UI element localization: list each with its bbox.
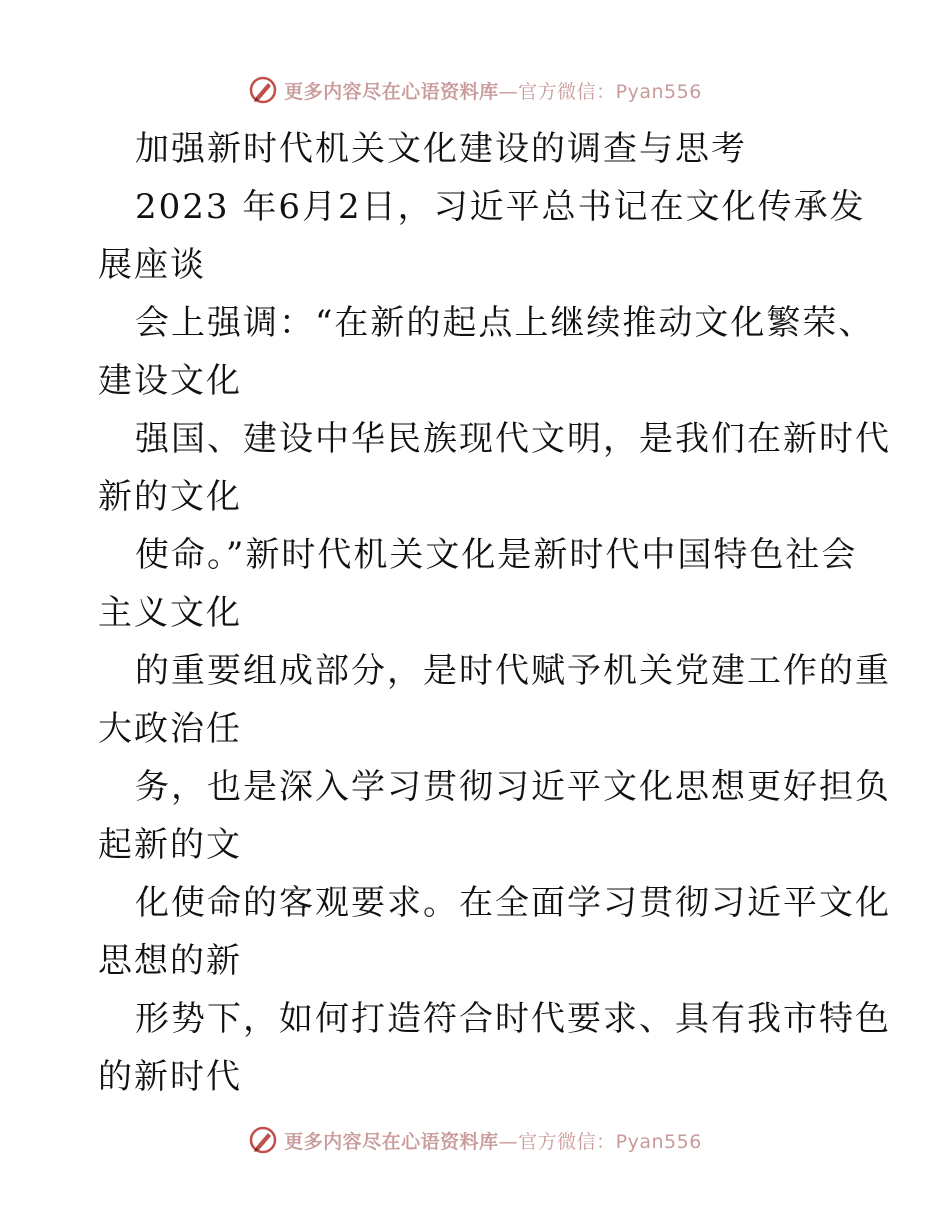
watermark-main-text: 更多内容尽在心语资料库 <box>284 1130 499 1153</box>
paragraph-line: 形势下，如何打造符合时代要求、具有我市特色 <box>135 999 891 1039</box>
paragraph-line: 起新的文 <box>98 825 242 865</box>
paragraph-line: 建设文化 <box>98 361 242 401</box>
watermark-main-text: 更多内容尽在心语资料库 <box>284 80 499 103</box>
watermark-separator: — <box>498 80 519 103</box>
paragraph-line: 强国、建设中华民族现代文明，是我们在新时代 <box>135 419 891 459</box>
paragraph-line: 的重要组成部分，是时代赋予机关党建工作的重 <box>135 651 891 691</box>
document-title: 加强新时代机关文化建设的调查与思考 <box>135 129 747 169</box>
watermark-wechat-text: 官方微信：Pyan556 <box>518 80 702 103</box>
watermark-wechat-text: 官方微信：Pyan556 <box>518 1130 702 1153</box>
paragraph-line: 使命。”新时代机关文化是新时代中国特色社会 <box>135 535 858 575</box>
paragraph-line: 展座谈 <box>98 245 206 285</box>
watermark-separator: — <box>498 1130 519 1153</box>
paragraph-line: 主义文化 <box>98 593 242 633</box>
paragraph-line: 务，也是深入学习贯彻习近平文化思想更好担负 <box>135 767 891 807</box>
watermark-footer <box>0 1120 950 1160</box>
paragraph-line: 新的文化 <box>98 477 242 517</box>
paragraph-line: 会上强调：“在新的起点上继续推动文化繁荣、 <box>135 303 875 343</box>
pen-logo-icon <box>248 1125 278 1155</box>
watermark-header <box>0 70 950 110</box>
paragraph-line: 大政治任 <box>98 709 242 749</box>
paragraph-line: 2023 年6月2日，习近平总书记在文化传承发 <box>135 187 866 227</box>
pen-logo-icon <box>248 75 278 105</box>
paragraph-line: 化使命的客观要求。在全面学习贯彻习近平文化 <box>135 883 891 923</box>
paragraph-line: 的新时代 <box>98 1057 242 1097</box>
paragraph-line: 思想的新 <box>98 941 242 981</box>
